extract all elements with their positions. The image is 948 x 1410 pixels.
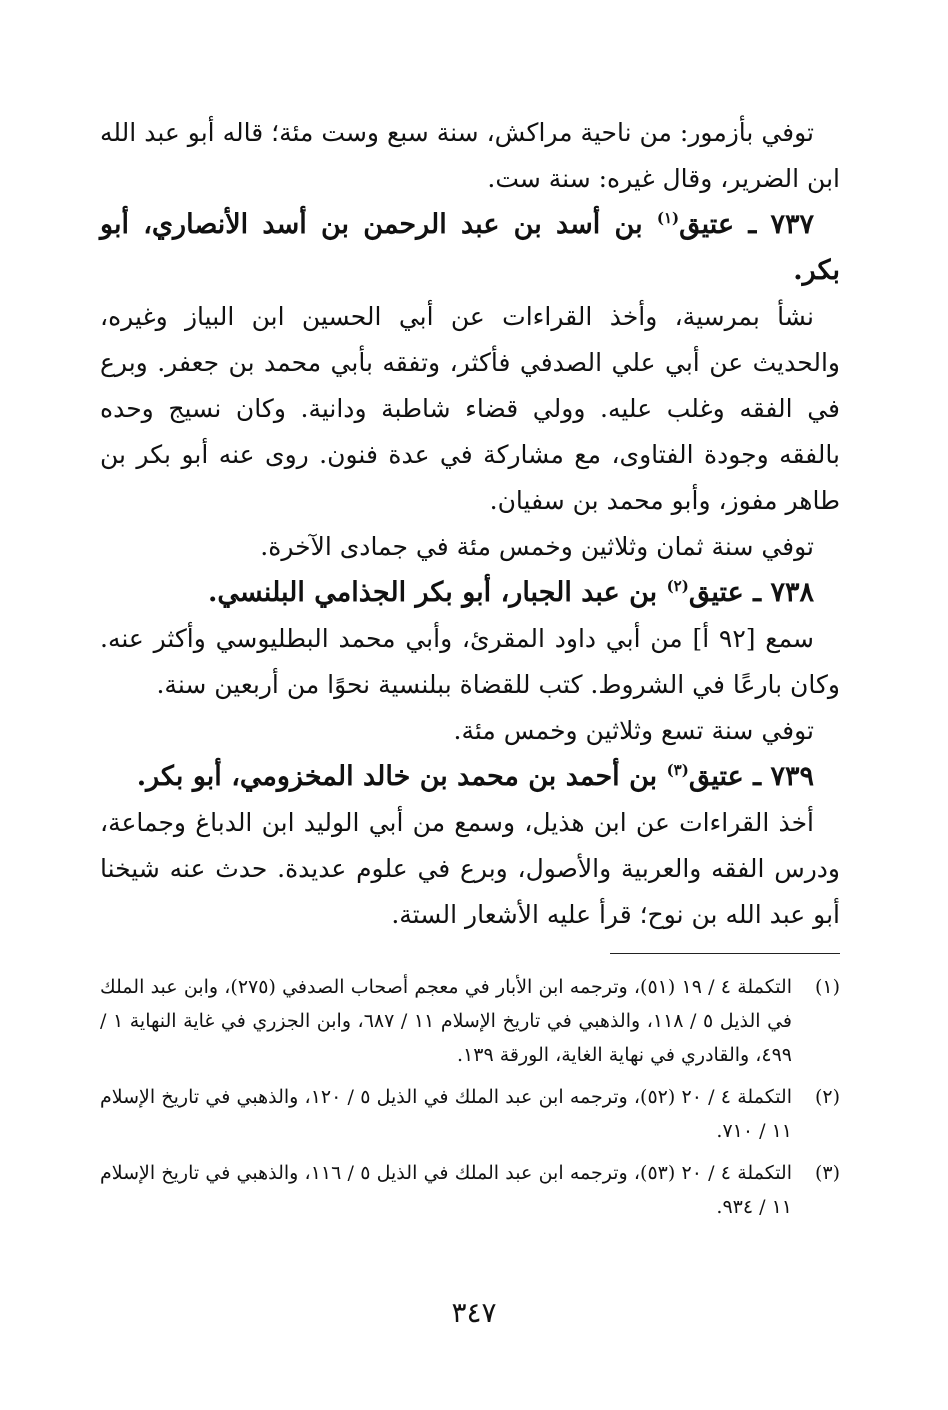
footnote-text: التكملة ٤ / ١٩ (٥١)، وترجمه ابن الأبار في معجم أصحاب الصدفي (٢٧٥)، وابن عبد الملك في الذيل ٥ / ١١٨، والذهبي في تاريخ الإسلام ١١ / ٦٨٧، وابن الجزري في غاية النهاية ١ / ٤٩٩، والقادري في نهاية الغاية، الورقة ١٣٩. bbox=[100, 976, 793, 1066]
footnote-number: (٣) bbox=[814, 1162, 840, 1184]
footnote-ref-2[interactable]: (٢) bbox=[666, 577, 689, 595]
entry-738-body: سمع [٩٢ أ] من أبي داود المقرئ، وأبي محمد البطليوسي وأكثر عنه. وكان بارعًا في الشروط. كتب للقضاة ببلنسية نحوًا من أربعين سنة. bbox=[100, 624, 840, 699]
main-text bbox=[100, 110, 840, 938]
entry-737-name: بن أسد بن عبد الرحمن بن أسد الأنصاري، أبو بكر. bbox=[100, 209, 840, 286]
footnote-2 bbox=[100, 1080, 840, 1148]
entry-737-number: ٧٣٧ ـ عتيق bbox=[679, 209, 814, 240]
entry-739-number: ٧٣٩ ـ عتيق bbox=[688, 761, 814, 792]
page-number: ٣٤٧ bbox=[451, 1296, 497, 1329]
footnote-separator bbox=[610, 953, 840, 954]
entry-739-heading bbox=[100, 754, 840, 800]
entry-738-number: ٧٣٨ ـ عتيق bbox=[688, 577, 814, 608]
entry-739-body: أخذ القراءات عن ابن هذيل، وسمع من أبي الوليد ابن الدباغ وجماعة، ودرس الفقه والعربية والأصول، وبرع في علوم عديدة. حدث عنه شيخنا أبو عبد الله بن نوح؛ قرأ عليه الأشعار الستة. bbox=[100, 808, 840, 929]
continued-entry-paragraph: توفي بأزمور: من ناحية مراكش، سنة سبع وست مئة؛ قاله أبو عبد الله ابن الضرير، وقال غيره: سنة ست. bbox=[100, 118, 840, 193]
entry-738-name: بن عبد الجبار، أبو بكر الجذامي البلنسي. bbox=[207, 577, 667, 608]
footnote-ref-3[interactable]: (٣) bbox=[666, 761, 689, 779]
footnotes bbox=[100, 970, 840, 1232]
footnote-ref-1[interactable]: (١) bbox=[656, 209, 680, 227]
footnote-text: التكملة ٤ / ٢٠ (٥٣)، وترجمه ابن عبد الملك في الذيل ٥ / ١١٦، والذهبي في تاريخ الإسلام ١١ / ٩٣٤. bbox=[100, 1162, 792, 1218]
footnote-number: (١) bbox=[814, 976, 840, 998]
entry-738-heading bbox=[100, 570, 840, 616]
entry-737-body: نشأ بمرسية، وأخذ القراءات عن أبي الحسين ابن البياز وغيره، والحديث عن أبي علي الصدفي فأكثر، وتفقه بأبي محمد بن جعفر. وبرع في الفقه وغلب عليه. وولي قضاء شاطبة ودانية. وكان نسيج وحده بالفقه وجودة الفتاوى، مع مشاركة في عدة فنون. روى عنه أبو بكر بن طاهر مفوز، وأبو محمد بن سفيان. bbox=[100, 302, 840, 515]
entry-737-death: توفي سنة ثمان وثلاثين وخمس مئة في جمادى الآخرة. bbox=[260, 532, 814, 561]
footnote-number: (٢) bbox=[814, 1086, 840, 1108]
footnote-1 bbox=[100, 970, 840, 1072]
footnote-text: التكملة ٤ / ٢٠ (٥٢)، وترجمه ابن عبد الملك في الذيل ٥ / ١٢٠، والذهبي في تاريخ الإسلام ١١ / ٧١٠. bbox=[100, 1086, 792, 1142]
footnote-3 bbox=[100, 1156, 840, 1224]
entry-739-name: بن أحمد بن محمد بن خالد المخزومي، أبو بكر. bbox=[136, 761, 667, 792]
entry-738-death: توفي سنة تسع وثلاثين وخمس مئة. bbox=[453, 716, 814, 745]
entry-737-heading bbox=[100, 202, 840, 294]
